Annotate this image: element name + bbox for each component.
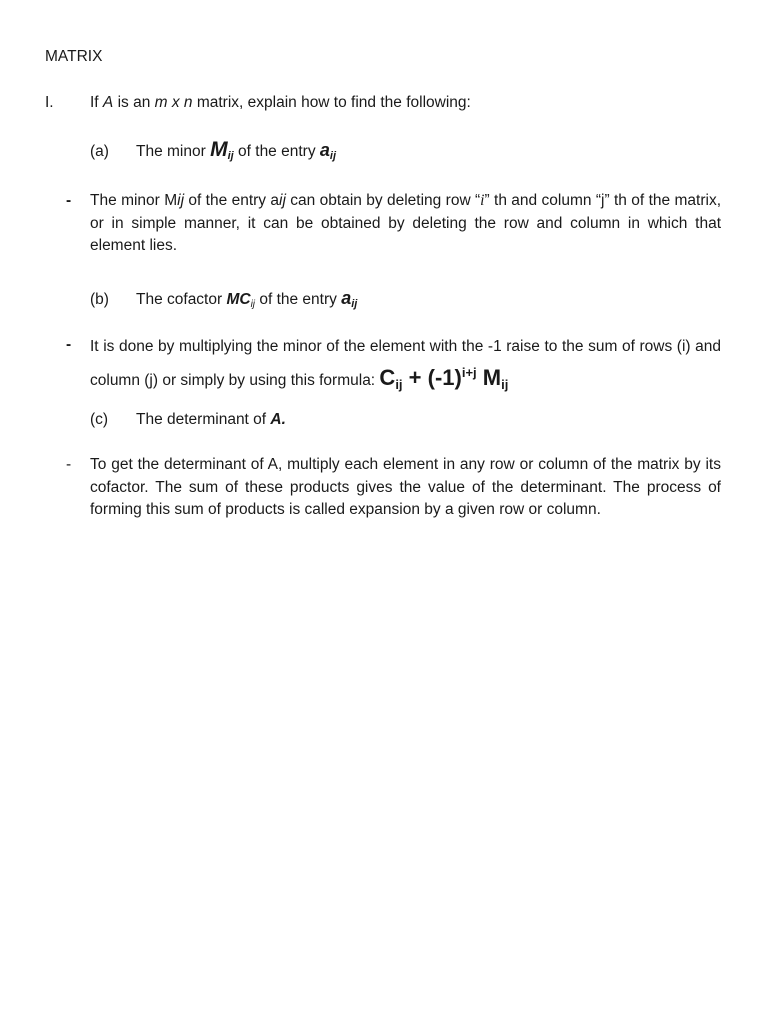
question-number: I. <box>45 94 54 111</box>
cofactor-formula: Cij + $(-1)^{i+j}$ Mij <box>379 365 509 392</box>
answer-b-text: It is done by multiplying the minor of the element with the -1 raise to the sum of rows (i) and column (j) or simply by using this formula: Cij + $(-1)^{i+j}$ Mij <box>90 338 721 392</box>
answer-b-bullet: - <box>66 336 72 353</box>
document-title: MATRIX <box>45 48 103 65</box>
answer-a-text: The minor Mij of the entry aij can obtain by deleting row “i” th and column “j” th of the matrix, or in simple manner, it can be obtained by deleting the row and column in which that element lies. <box>90 192 722 254</box>
question-text: If A is an m x n matrix, explain how to find the following: <box>90 94 471 111</box>
part-c-heading: (c) The determinant of A. <box>90 409 286 432</box>
part-b-label: (b) <box>90 291 109 308</box>
answer-a-bullet: - <box>66 192 72 209</box>
answer-c-bullet: - <box>66 456 72 473</box>
part-c-label: (c) <box>90 411 109 428</box>
part-a-heading: (a) The minor Mij of the entry aij <box>90 138 337 162</box>
part-a-label: (a) <box>90 143 109 160</box>
part-b-heading: (b) The cofactor MCij of the entry aij <box>90 288 358 310</box>
answer-c-text: To get the determinant of A, multiply each element in any row or column of the matrix by its cofactor. The sum of these products gives the value of the determinant. The process of forming this sum of products is called expansion by a given row or column. <box>90 456 721 518</box>
